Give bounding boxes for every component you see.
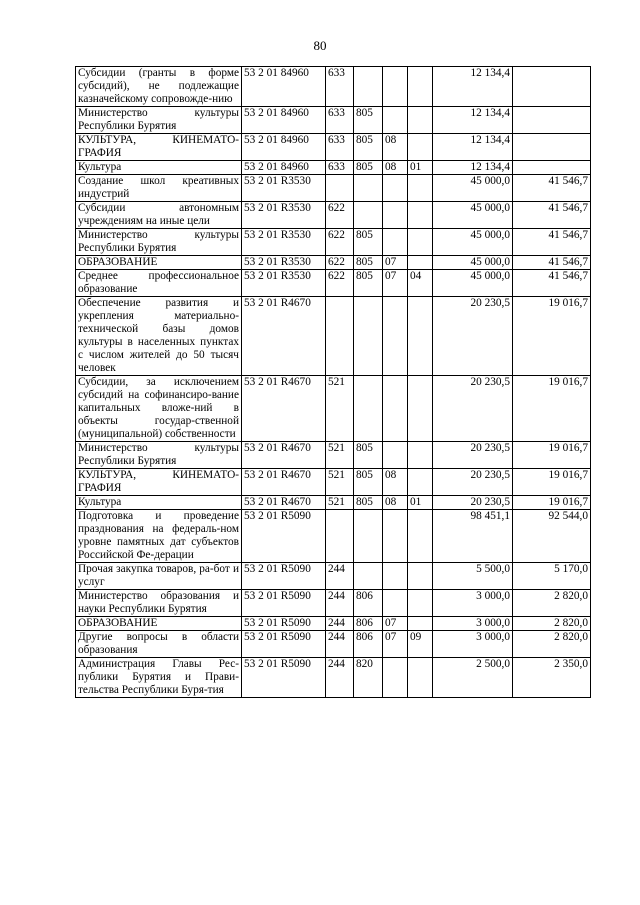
table-row [76, 270, 591, 297]
row-section: 07 [383, 256, 408, 270]
row-amount-plan: 45 000,0 [433, 256, 513, 270]
row-section [383, 202, 408, 229]
row-expense-type: 244 [326, 563, 354, 590]
row-target-code: 53 2 01 R5090 [242, 631, 326, 658]
row-expense-type [326, 510, 354, 563]
row-subsection [408, 563, 433, 590]
row-section [383, 563, 408, 590]
row-target-code: 53 2 01 84960 [242, 107, 326, 134]
row-subsection [408, 107, 433, 134]
row-expense-type: 622 [326, 270, 354, 297]
row-amount-plan: 45 000,0 [433, 175, 513, 202]
row-amount-plan: 5 500,0 [433, 563, 513, 590]
row-name: ОБРАЗОВАНИЕ [76, 256, 242, 270]
row-name: КУЛЬТУРА, КИНЕМАТО-ГРАФИЯ [76, 469, 242, 496]
row-ministry-code: 820 [354, 658, 383, 698]
table-row [76, 376, 591, 442]
row-ministry-code: 806 [354, 590, 383, 617]
row-ministry-code: 806 [354, 617, 383, 631]
row-amount-plan: 3 000,0 [433, 590, 513, 617]
row-target-code: 53 2 01 R3530 [242, 229, 326, 256]
row-expense-type: 633 [326, 134, 354, 161]
row-amount-actual: 19 016,7 [513, 376, 591, 442]
row-subsection [408, 469, 433, 496]
row-subsection [408, 175, 433, 202]
row-amount-actual: 19 016,7 [513, 297, 591, 376]
table-row [76, 202, 591, 229]
row-expense-type: 622 [326, 229, 354, 256]
row-name: Субсидии (гранты в форме субсидий), не подлежащие казначейскому сопровожде-нию [76, 67, 242, 107]
row-ministry-code: 805 [354, 229, 383, 256]
row-subsection [408, 134, 433, 161]
table-row [76, 442, 591, 469]
table-row [76, 161, 591, 175]
row-target-code: 53 2 01 R3530 [242, 256, 326, 270]
page-number: 80 [313, 38, 327, 53]
row-subsection [408, 590, 433, 617]
row-name: ОБРАЗОВАНИЕ [76, 617, 242, 631]
row-amount-actual: 2 350,0 [513, 658, 591, 698]
row-target-code: 53 2 01 R4670 [242, 442, 326, 469]
table-row [76, 229, 591, 256]
row-amount-plan: 20 230,5 [433, 442, 513, 469]
row-amount-plan: 12 134,4 [433, 107, 513, 134]
row-subsection: 01 [408, 161, 433, 175]
table-row [76, 67, 591, 107]
row-amount-actual: 41 546,7 [513, 175, 591, 202]
row-ministry-code [354, 202, 383, 229]
row-target-code: 53 2 01 R4670 [242, 469, 326, 496]
row-target-code: 53 2 01 R5090 [242, 617, 326, 631]
row-amount-plan: 98 451,1 [433, 510, 513, 563]
row-expense-type: 244 [326, 658, 354, 698]
row-subsection [408, 229, 433, 256]
table-row [76, 617, 591, 631]
row-amount-actual: 19 016,7 [513, 469, 591, 496]
row-ministry-code: 805 [354, 107, 383, 134]
row-name: Субсидии автономным учреждениям на иные цели [76, 202, 242, 229]
row-name: Министерство образования и науки Республики Бурятия [76, 590, 242, 617]
row-target-code: 53 2 01 R5090 [242, 510, 326, 563]
row-expense-type [326, 297, 354, 376]
row-subsection: 09 [408, 631, 433, 658]
row-name: Среднее профессиональное образование [76, 270, 242, 297]
row-ministry-code [354, 376, 383, 442]
row-ministry-code [354, 510, 383, 563]
table-row [76, 496, 591, 510]
row-ministry-code: 805 [354, 469, 383, 496]
row-target-code: 53 2 01 R4670 [242, 496, 326, 510]
row-expense-type [326, 175, 354, 202]
row-expense-type: 633 [326, 161, 354, 175]
table-row [76, 107, 591, 134]
row-target-code: 53 2 01 84960 [242, 134, 326, 161]
row-amount-actual: 2 820,0 [513, 590, 591, 617]
row-target-code: 53 2 01 84960 [242, 161, 326, 175]
row-subsection [408, 256, 433, 270]
budget-table [75, 66, 591, 698]
row-amount-actual [513, 67, 591, 107]
row-amount-actual: 19 016,7 [513, 442, 591, 469]
row-section [383, 590, 408, 617]
row-name: Культура [76, 161, 242, 175]
row-section: 08 [383, 496, 408, 510]
table-row [76, 510, 591, 563]
table-row [76, 469, 591, 496]
row-ministry-code: 806 [354, 631, 383, 658]
row-section [383, 658, 408, 698]
row-amount-actual: 19 016,7 [513, 496, 591, 510]
row-amount-actual: 41 546,7 [513, 256, 591, 270]
row-name: Прочая закупка товаров, ра-бот и услуг [76, 563, 242, 590]
row-subsection [408, 297, 433, 376]
row-ministry-code: 805 [354, 161, 383, 175]
row-expense-type: 521 [326, 376, 354, 442]
row-amount-plan: 20 230,5 [433, 376, 513, 442]
row-ministry-code [354, 67, 383, 107]
row-expense-type: 244 [326, 631, 354, 658]
table-row [76, 134, 591, 161]
row-amount-plan: 45 000,0 [433, 270, 513, 297]
row-name: Обеспечение развития и укрепления материально-технической базы домов культуры в населенных пунктах с числом жителей до 50 тысяч человек [76, 297, 242, 376]
row-subsection: 04 [408, 270, 433, 297]
row-subsection [408, 67, 433, 107]
row-name: Министерство культуры Республики Бурятия [76, 229, 242, 256]
table-row [76, 590, 591, 617]
row-amount-actual: 2 820,0 [513, 617, 591, 631]
row-target-code: 53 2 01 R4670 [242, 376, 326, 442]
row-section [383, 442, 408, 469]
row-expense-type: 244 [326, 617, 354, 631]
row-target-code: 53 2 01 R3530 [242, 270, 326, 297]
row-ministry-code: 805 [354, 270, 383, 297]
row-amount-actual [513, 161, 591, 175]
row-amount-plan: 12 134,4 [433, 161, 513, 175]
row-section: 07 [383, 617, 408, 631]
row-section: 07 [383, 631, 408, 658]
row-amount-actual: 5 170,0 [513, 563, 591, 590]
row-expense-type: 633 [326, 67, 354, 107]
row-expense-type: 622 [326, 202, 354, 229]
row-ministry-code [354, 297, 383, 376]
row-amount-plan: 45 000,0 [433, 202, 513, 229]
table-row [76, 658, 591, 698]
row-target-code: 53 2 01 R5090 [242, 658, 326, 698]
row-target-code: 53 2 01 84960 [242, 67, 326, 107]
row-ministry-code: 805 [354, 496, 383, 510]
row-target-code: 53 2 01 R4670 [242, 297, 326, 376]
row-target-code: 53 2 01 R3530 [242, 202, 326, 229]
table-row [76, 175, 591, 202]
row-section [383, 297, 408, 376]
row-amount-actual [513, 107, 591, 134]
row-name: Администрация Главы Рес-публики Бурятия и Прави-тельства Республики Буря-тия [76, 658, 242, 698]
row-amount-plan: 20 230,5 [433, 297, 513, 376]
row-target-code: 53 2 01 R5090 [242, 563, 326, 590]
row-target-code: 53 2 01 R5090 [242, 590, 326, 617]
row-name: Другие вопросы в области образования [76, 631, 242, 658]
row-ministry-code [354, 563, 383, 590]
row-name: Министерство культуры Республики Бурятия [76, 107, 242, 134]
row-expense-type: 633 [326, 107, 354, 134]
row-ministry-code: 805 [354, 442, 383, 469]
row-section [383, 510, 408, 563]
row-section: 08 [383, 134, 408, 161]
row-subsection: 01 [408, 496, 433, 510]
table-row [76, 297, 591, 376]
row-subsection [408, 658, 433, 698]
row-target-code: 53 2 01 R3530 [242, 175, 326, 202]
row-section [383, 107, 408, 134]
row-amount-actual: 41 546,7 [513, 202, 591, 229]
budget-table-body [76, 67, 591, 698]
row-amount-actual: 41 546,7 [513, 270, 591, 297]
row-ministry-code [354, 175, 383, 202]
table-row [76, 563, 591, 590]
row-subsection [408, 442, 433, 469]
row-section: 08 [383, 469, 408, 496]
row-amount-plan: 2 500,0 [433, 658, 513, 698]
row-amount-plan: 12 134,4 [433, 67, 513, 107]
row-section: 08 [383, 161, 408, 175]
table-row [76, 256, 591, 270]
row-section: 07 [383, 270, 408, 297]
row-amount-actual: 92 544,0 [513, 510, 591, 563]
row-amount-plan: 45 000,0 [433, 229, 513, 256]
row-expense-type: 521 [326, 469, 354, 496]
row-amount-actual: 2 820,0 [513, 631, 591, 658]
row-name: Субсидии, за исключением субсидий на софинансиро-вание капитальных вложе-ний в объекты государ-ственной (муниципальной) собственности [76, 376, 242, 442]
row-amount-actual [513, 134, 591, 161]
row-name: КУЛЬТУРА, КИНЕМАТО-ГРАФИЯ [76, 134, 242, 161]
row-name: Создание школ креативных индустрий [76, 175, 242, 202]
row-section [383, 229, 408, 256]
row-expense-type: 521 [326, 442, 354, 469]
row-amount-plan: 20 230,5 [433, 496, 513, 510]
row-expense-type: 622 [326, 256, 354, 270]
row-amount-plan: 12 134,4 [433, 134, 513, 161]
table-row [76, 631, 591, 658]
row-name: Подготовка и проведение празднования на федераль-ном уровне памятных дат субъектов Российской Фе-дерации [76, 510, 242, 563]
row-ministry-code: 805 [354, 134, 383, 161]
row-expense-type: 244 [326, 590, 354, 617]
row-amount-plan: 3 000,0 [433, 631, 513, 658]
row-amount-actual: 41 546,7 [513, 229, 591, 256]
row-subsection [408, 202, 433, 229]
row-amount-plan: 20 230,5 [433, 469, 513, 496]
row-section [383, 376, 408, 442]
row-section [383, 67, 408, 107]
row-name: Министерство культуры Республики Бурятия [76, 442, 242, 469]
row-section [383, 175, 408, 202]
row-subsection [408, 376, 433, 442]
row-subsection [408, 510, 433, 563]
row-subsection [408, 617, 433, 631]
row-name: Культура [76, 496, 242, 510]
row-expense-type: 521 [326, 496, 354, 510]
row-amount-plan: 3 000,0 [433, 617, 513, 631]
row-ministry-code: 805 [354, 256, 383, 270]
